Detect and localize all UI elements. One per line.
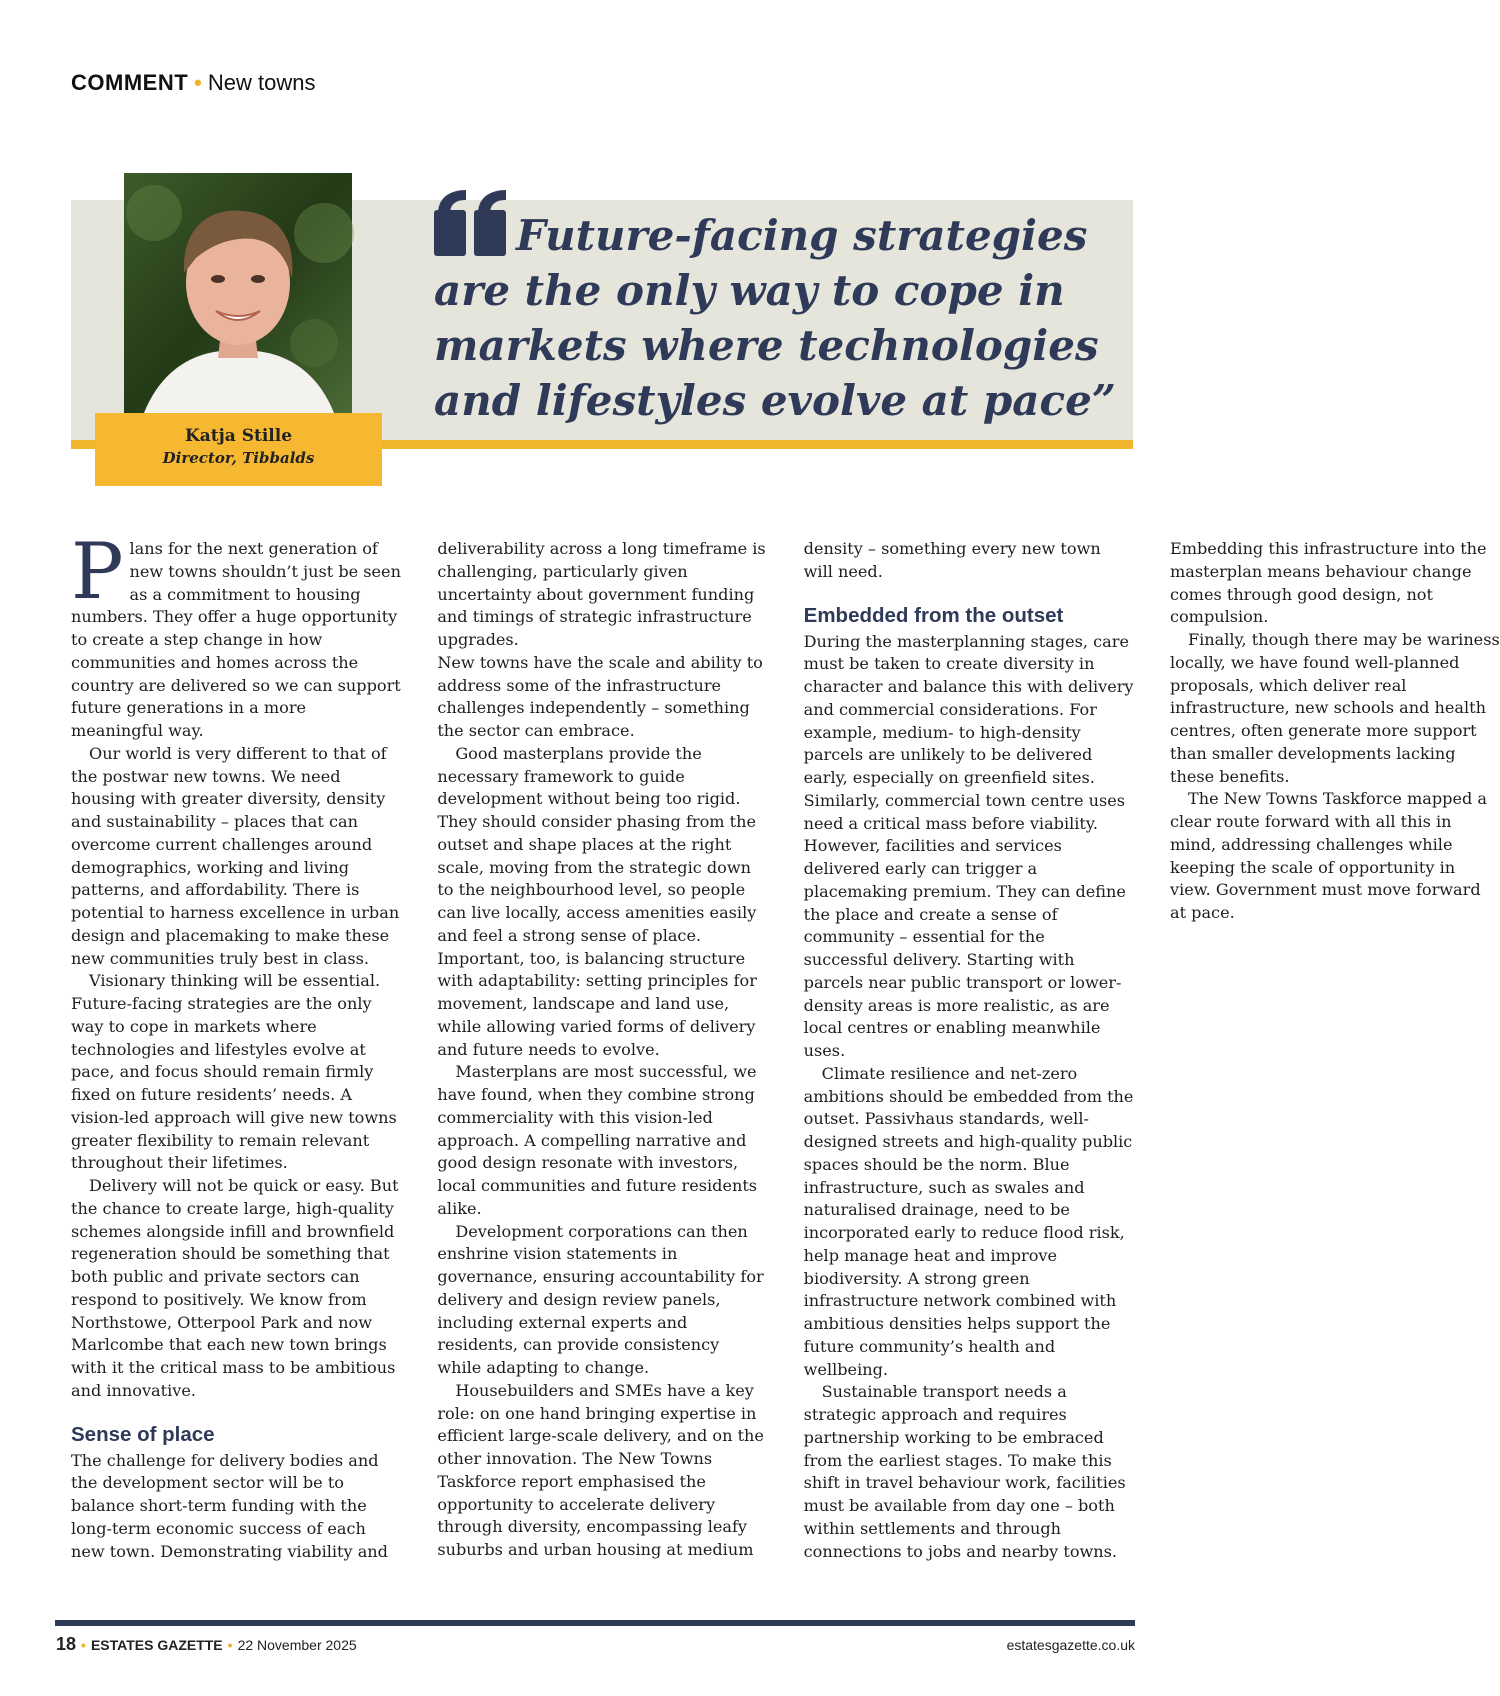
- article-paragraph: The New Towns Taskforce mapped a clear route forward with all this in mind, addressing challenges while keeping the scale of opportunity in view. Government must move forward at pace.: [1169, 789, 1487, 922]
- pull-quote: [434, 190, 1134, 428]
- subheading-embedded: Embedded from the outset: [803, 603, 1064, 627]
- separator-dot: •: [81, 1637, 86, 1653]
- author-photo: [124, 173, 352, 413]
- separator-dot: •: [194, 70, 202, 95]
- article-body: [71, 527, 1500, 1585]
- article-paragraph: Delivery will not be quick or easy. But the chance to create large, high-quality schemes alongside infill and brownfield regeneration should be something that both public and private sectors can respond to positively. We know from Northstowe, Otterpool Park and now Marlcombe that each new town brings with it the critical mass to be ambitious and innovative.: [71, 1176, 399, 1400]
- pull-quote-text: Future-facing strategies are the only way to cope in markets where technologies and lifestyles evolve at pace”: [434, 211, 1116, 425]
- article-paragraph: Visionary thinking will be essential. Future-facing strategies are the only way to cope in markets where technologies and lifestyles evolve at pace, and focus should remain firmly fixed on future residents’ needs. A vision-led approach will give new towns greater flexibility to remain relevant throughout their lifetimes.: [71, 971, 397, 1173]
- article-paragraph: New towns have the scale and ability to address some of the infrastructure challenges independently – something the sector can embrace.: [437, 652, 763, 740]
- footer-rule: [55, 1620, 1135, 1626]
- author-name: Katja Stille: [184, 426, 293, 446]
- article-paragraph: Good masterplans provide the necessary framework to guide development without being too rigid. They should consider phasing from the outset and shape places at the right scale, moving from the strategic down to the neighbourhood level, so people can live locally, access amenities easily and feel a strong sense of place. Important, too, is balancing structure with adaptability: setting principles for movement, landscape and land use, while allowing varied forms of delivery and future needs to evolve.: [437, 743, 757, 1059]
- article-paragraph: Masterplans are most successful, we have found, when they combine strong commerciality with this vision-led approach. A compelling narrative and good design resonate with investors, local communities and future residents alike.: [437, 1062, 758, 1218]
- website-link[interactable]: estatesgazette.co.uk: [1006, 1637, 1135, 1653]
- section-header: [71, 70, 315, 96]
- portrait-photo-icon: [124, 173, 352, 413]
- dropcap: P: [71, 527, 124, 617]
- article-paragraph: Finally, though there may be wariness locally, we have found well-planned proposals, which deliver real infrastructure, new schools and health centres, often generate more support than smaller developments lacking these benefits.: [1169, 630, 1500, 786]
- separator-dot: •: [227, 1637, 233, 1653]
- paragraph-text: lans for the next generation of new towns shouldn’t just be seen as a commitment to housing numbers. They offer a huge opportunity to create a step change in how communities and homes across the country are delivered so we can support future generations in a more meaningful way.: [71, 539, 401, 740]
- subheading-sense-of-place: Sense of place: [71, 1422, 215, 1446]
- article-paragraph: Housebuilders and SMEs have a key role: on one hand bringing expertise in efficient large-scale delivery, and on the other innovation. The New Towns Taskforce report emphasised the opportunity to accelerate delivery through diversity, encompassing leafy suburbs and urban housing at medium density – something every new town will need.: [437, 539, 1101, 1559]
- article-paragraph: Our world is very different to that of the postwar new towns. We need housing with greater diversity, density and sustainability – places that can overcome current challenges around demographics, working and living patterns, and affordability. There is potential to harness excellence in urban design and placemaking to make these new communities truly best in class.: [71, 743, 400, 968]
- page-number: 18: [56, 1634, 77, 1654]
- author-caption: [95, 413, 382, 486]
- article-paragraph: Sustainable transport needs a strategic approach and requires partnership working to be embraced from the earliest stages. To make this shift in travel behaviour work, facilities must be available from day one – both within settlements and through connections to jobs and nearby towns. Embedding this infrastructure into the masterplan means behaviour change comes through good design, not compulsion.: [803, 539, 1487, 1561]
- publication-name: ESTATES GAZETTE: [90, 1637, 223, 1653]
- article-paragraph: [71, 527, 401, 743]
- article-paragraph: During the masterplanning stages, care must be taken to create diversity in character and balance this with delivery and commercial considerations. For example, medium- to high-density parcels are unlikely to be delivered early, especially on greenfield sites. Similarly, commercial town centre uses need a critical mass before viability. However, facilities and services delivered early can trigger a placemaking premium. They can define the place and create a sense of community – essential for the successful delivery. Starting with parcels near public transport or lower-density areas is more realistic, as are local centres or enabling meanwhile uses.: [803, 631, 1134, 1060]
- article-paragraph: The challenge for delivery bodies and the development sector will be to balance short-term funding with the long-term economic success of each new town. Demonstrating viability and deliverability across a long timeframe is challenging, particularly given uncertainty about government funding and timings of strategic infrastructure upgrades.: [71, 539, 766, 1561]
- article-paragraph: Climate resilience and net-zero ambitions should be embedded from the outset. Passivhaus standards, well-designed streets and high-quality public spaces should be the norm. Blue infrastructure, such as swales and naturalised drainage, need to be incorporated early to reduce flood risk, help manage heat and improve biodiversity. A strong green infrastructure network combined with ambitious densities helps support the future community’s health and wellbeing.: [803, 1063, 1134, 1379]
- issue-date: 22 November 2025: [237, 1637, 357, 1653]
- footer-folio: [56, 1634, 357, 1655]
- quote-mark-icon: [434, 190, 508, 256]
- article-paragraph: Development corporations can then enshrine vision statements in governance, ensuring accountability for delivery and design review panels, including external experts and residents, can provide consistency while adapting to change.: [437, 1221, 764, 1377]
- author-role: Director, Tibbalds: [162, 449, 315, 467]
- section-topic: New towns: [207, 70, 316, 95]
- section-label: COMMENT: [71, 70, 189, 95]
